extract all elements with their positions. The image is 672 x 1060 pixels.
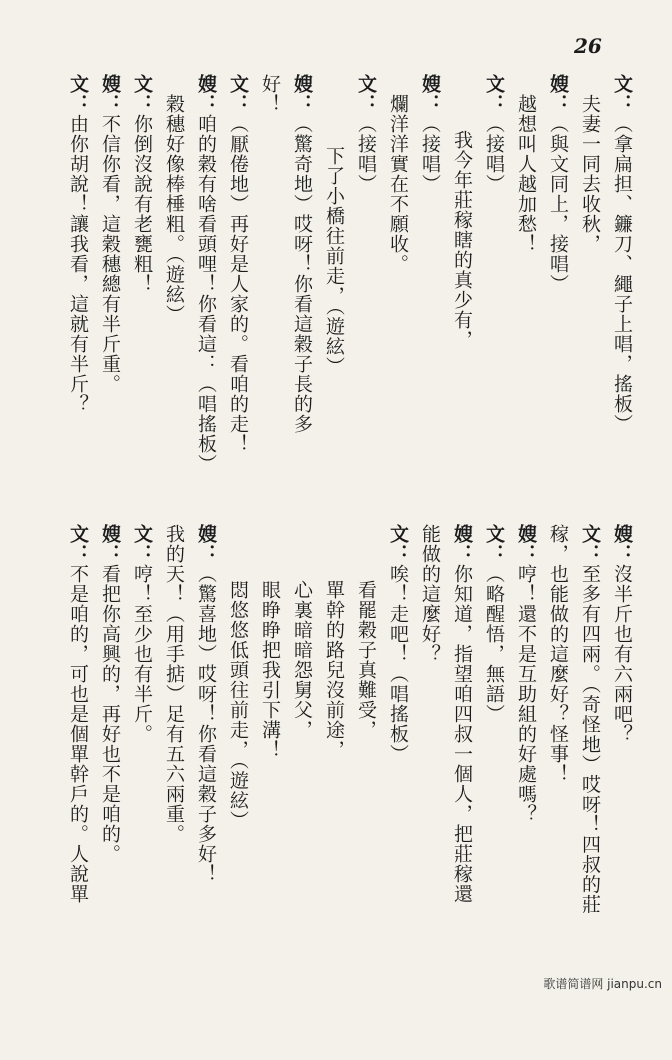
script-line <box>576 74 604 574</box>
line-text: （略醒悟，無語） <box>483 564 505 724</box>
line-text: 爛洋洋實在不願收。 <box>387 94 409 274</box>
line-text: 不信你看，這穀穗總有半斤重。 <box>99 114 121 394</box>
script-line <box>224 74 252 554</box>
speaker-label: 嫂： <box>195 74 217 114</box>
dialogue-block-top <box>46 74 636 554</box>
dialogue-block-bottom <box>46 524 636 1004</box>
script-line <box>192 524 220 1004</box>
line-text: （驚喜地）哎呀！你看這穀子多好！ <box>195 564 217 884</box>
line-text: （拿扁担、鐮刀、繩子上唱，搖板） <box>611 114 633 434</box>
script-line <box>480 524 508 1004</box>
line-text: 不是咱的，可也是個單幹戶的。人說單 <box>67 564 89 904</box>
script-line <box>480 74 508 554</box>
script-line <box>192 74 220 554</box>
script-line <box>320 524 348 1060</box>
speaker-label: 嫂： <box>195 524 217 564</box>
speaker-label: 文： <box>579 524 601 564</box>
speaker-label: 嫂： <box>419 74 441 114</box>
script-line <box>160 74 188 574</box>
script-line <box>608 524 636 1004</box>
script-line <box>416 524 444 1004</box>
speaker-label: 文： <box>227 74 249 114</box>
script-line <box>384 524 412 1004</box>
script-line <box>352 74 380 554</box>
script-line <box>512 74 540 574</box>
speaker-label: 文： <box>131 74 153 114</box>
line-text: 由你胡說！讓我看，這就有半斤？ <box>67 114 89 414</box>
speaker-label: 嫂： <box>99 74 121 114</box>
line-text: 你知道，指望咱四叔一個人，把莊稼還 <box>451 564 473 904</box>
script-line <box>576 524 604 1004</box>
speaker-label: 文： <box>483 524 505 564</box>
speaker-label: 嫂： <box>547 74 569 114</box>
line-text: 穀穗好像棒棰粗。（遊絃） <box>163 94 185 325</box>
speaker-label: 文： <box>67 524 89 564</box>
line-text: 沒半斤也有六兩吧？ <box>611 564 633 744</box>
script-line <box>96 74 124 554</box>
speaker-label: 文： <box>483 74 505 114</box>
script-line <box>160 524 188 1004</box>
speaker-label: 文： <box>67 74 89 114</box>
line-text: （接唱） <box>419 114 441 194</box>
speaker-label: 嫂： <box>291 74 313 114</box>
script-line <box>352 524 380 1060</box>
line-text: 越想叫人越加愁！ <box>515 94 537 254</box>
line-text: 眼睁睁把我引下溝！ <box>259 580 281 760</box>
script-line <box>64 74 92 554</box>
script-line <box>128 74 156 554</box>
line-text: （驚奇地）哎呀！你看這穀子長的多 <box>291 114 313 434</box>
line-text: 我的天！（用手掂）足有五六兩重。 <box>163 524 185 844</box>
speaker-label: 文： <box>355 74 377 114</box>
line-text: 至多有四兩。（奇怪地）哎呀！四叔的莊 <box>579 564 601 915</box>
line-text: （與文同上，接唱） <box>547 114 569 294</box>
line-text: （接唱） <box>355 114 377 194</box>
speaker-label: 文： <box>387 524 409 564</box>
line-text: 哼！還不是互助組的好處嗎？ <box>515 564 537 824</box>
script-line <box>64 524 92 1004</box>
script-line <box>256 524 284 1060</box>
line-text: 單幹的路兒沒前途， <box>323 580 345 760</box>
script-line <box>416 74 444 554</box>
line-text: （接唱） <box>483 114 505 194</box>
line-text: 看把你高興的，再好也不是咱的。 <box>99 564 121 864</box>
script-line <box>448 524 476 1004</box>
speaker-label: 嫂： <box>451 524 473 564</box>
line-text: 夫妻一同去收秋， <box>579 94 601 254</box>
line-text: 悶悠悠低頭往前走，（遊絃） <box>227 580 249 831</box>
speaker-label: 文： <box>611 74 633 114</box>
line-text: 下了小橋往前走，（遊絃） <box>323 146 345 377</box>
line-text: 能做的這麼好？ <box>419 524 441 664</box>
line-text: 咱的穀有啥看頭哩！你看這：（唱搖板） <box>195 114 217 474</box>
script-line <box>96 524 124 1004</box>
script-line <box>256 74 284 554</box>
script-line <box>544 524 572 1004</box>
speaker-label: 嫂： <box>99 524 121 564</box>
line-text: 看罷穀子真難受， <box>355 580 377 740</box>
script-line <box>384 74 412 574</box>
line-text: 稼，也能做的這麼好？怪事！ <box>547 524 569 784</box>
speaker-label: 嫂： <box>515 524 537 564</box>
script-line <box>288 74 316 554</box>
line-text: 唉！走吧！（唱搖板） <box>387 564 409 764</box>
speaker-label: 嫂： <box>611 524 633 564</box>
script-line <box>288 524 316 1060</box>
line-text: 心裏暗暗怨舅父， <box>291 580 313 740</box>
line-text: 好！ <box>259 74 281 114</box>
page-number: 26 <box>574 34 602 58</box>
script-line <box>512 524 540 1004</box>
site-watermark: 歌谱简谱网 jianpu.cn <box>543 977 662 991</box>
speaker-label: 文： <box>131 524 153 564</box>
script-line <box>544 74 572 554</box>
line-text: 我今年莊稼瞎的真少有， <box>451 130 473 350</box>
script-line <box>224 524 252 1060</box>
line-text: 哼！至少也有半斤。 <box>131 564 153 744</box>
line-text: （厭倦地）再好是人家的。看咱的走！ <box>227 114 249 454</box>
script-line <box>128 524 156 1004</box>
script-line <box>608 74 636 554</box>
line-text: 你倒沒說有老甕粗！ <box>131 114 153 294</box>
